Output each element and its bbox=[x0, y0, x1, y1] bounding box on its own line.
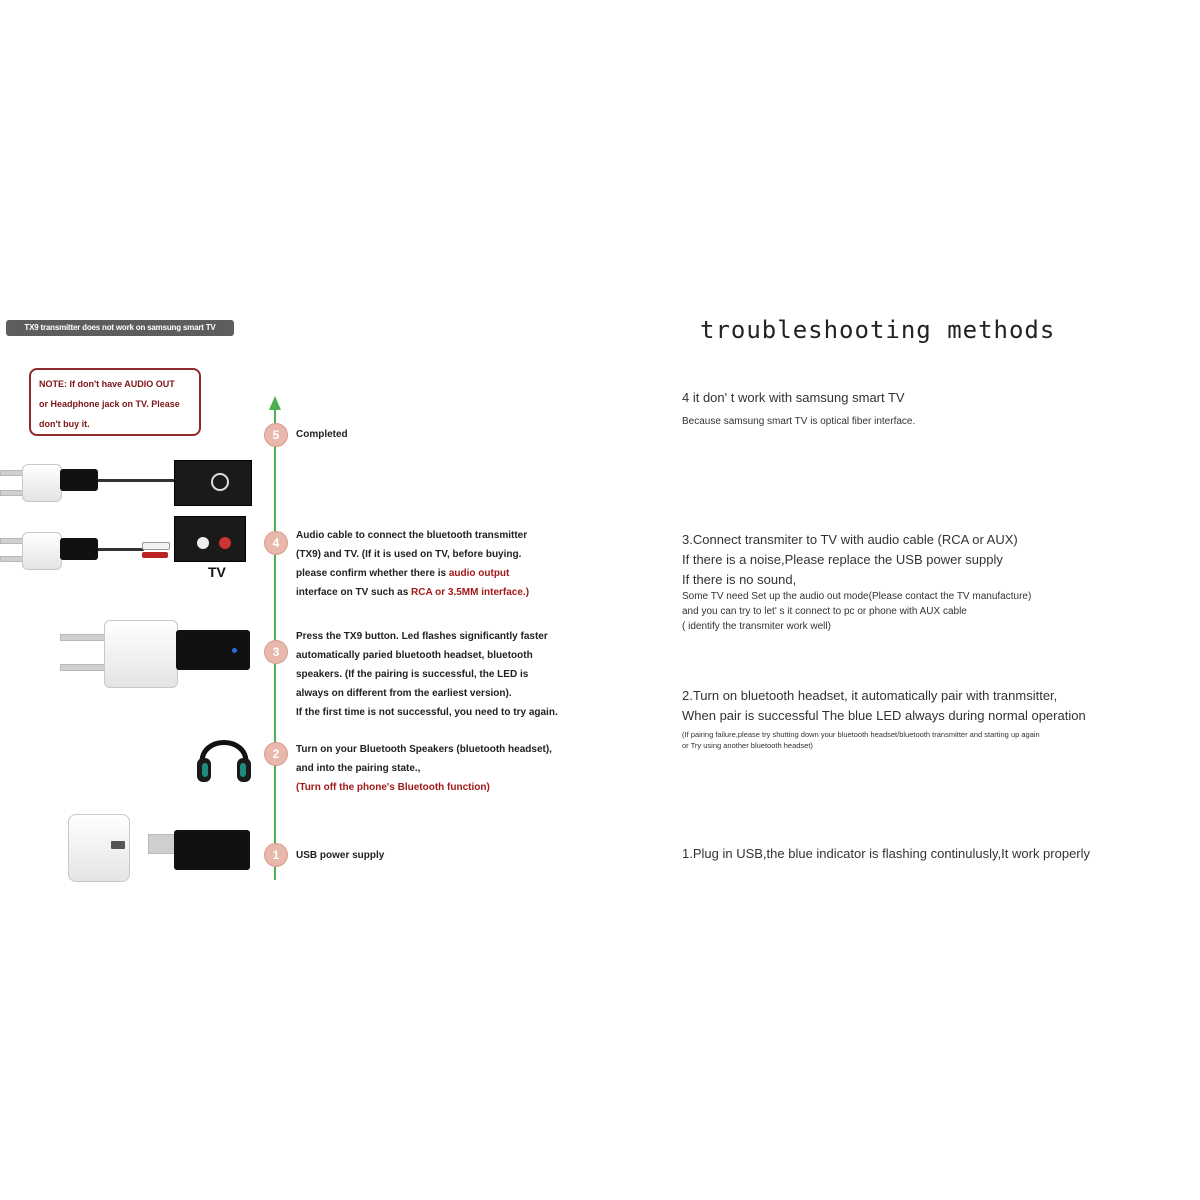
transmitter-dongle-icon bbox=[60, 469, 98, 491]
step-4-text bbox=[296, 526, 596, 602]
trouble-3-line-3: Some TV need Set up the audio out mode(Please contact the TV manufacture) bbox=[682, 591, 1032, 602]
audio-cable-icon bbox=[98, 548, 144, 551]
step-2-text bbox=[296, 740, 596, 797]
trouble-3-line-2: If there is no sound, bbox=[682, 572, 797, 587]
plug-prong-icon bbox=[60, 634, 108, 641]
transmitter-dongle-icon bbox=[60, 538, 98, 560]
step-2-line-2: and into the pairing state., bbox=[296, 763, 421, 774]
transmitter-dongle-icon bbox=[174, 830, 250, 870]
plug-prong-icon bbox=[0, 490, 24, 496]
step-1-line: USB power supply bbox=[296, 850, 385, 861]
step-5-illustration bbox=[0, 460, 255, 506]
usb-charger-icon bbox=[22, 464, 62, 502]
trouble-2-heading: 2.Turn on bluetooth headset, it automatically pair with tranmsitter, bbox=[682, 688, 1058, 703]
rca-jack-icon bbox=[197, 537, 209, 549]
headphones-icon bbox=[194, 726, 254, 786]
step-3-line-3: speakers. (If the pairing is successful, the LED is bbox=[296, 669, 529, 680]
trouble-4-line: Because samsung smart TV is optical fiber interface. bbox=[682, 416, 916, 427]
step-4-line-3 bbox=[296, 564, 596, 583]
usb-port-icon bbox=[111, 841, 125, 849]
audio-jack-icon bbox=[211, 473, 229, 491]
trouble-4-heading: 4 it don' t work with samsung smart TV bbox=[682, 390, 905, 405]
step-4-line-3-red: audio output bbox=[448, 568, 510, 579]
transmitter-dongle-icon bbox=[176, 630, 250, 670]
step-5-badge: 5 bbox=[264, 423, 288, 447]
plug-prong-icon bbox=[0, 538, 24, 544]
step-1-text bbox=[296, 846, 596, 865]
trouble-2-line-2: (If pairing failure,please try shutting down your bluetooth headset/bluetooth transmitter and starting up again bbox=[682, 730, 1040, 739]
step-4-line-1: Audio cable to connect the bluetooth transmitter bbox=[296, 530, 528, 541]
step-4-badge: 4 bbox=[264, 531, 288, 555]
usb-cube-charger-icon bbox=[68, 814, 130, 882]
tv-rca-panel-icon bbox=[174, 516, 246, 562]
step-2-badge: 2 bbox=[264, 742, 288, 766]
plug-prong-icon bbox=[0, 556, 24, 562]
rca-jack-icon bbox=[219, 537, 231, 549]
step-2-line-1: Turn on your Bluetooth Speakers (bluetooth headset), bbox=[296, 744, 552, 755]
timeline-arrow-icon bbox=[269, 396, 281, 410]
step-3-badge: 3 bbox=[264, 640, 288, 664]
usb-charger-icon bbox=[104, 620, 178, 688]
step-1-illustration bbox=[62, 812, 254, 882]
note-box bbox=[29, 368, 201, 436]
usb-plug-icon bbox=[148, 834, 176, 854]
step-4-illustration bbox=[0, 516, 255, 586]
tv-panel-icon bbox=[174, 460, 252, 506]
trouble-1-heading: 1.Plug in USB,the blue indicator is flashing continulusly,It work properly bbox=[682, 846, 1091, 861]
tv-label: TV bbox=[208, 564, 226, 580]
warning-banner: TX9 transmitter does not work on samsung smart TV bbox=[6, 320, 234, 336]
blue-led-icon bbox=[232, 648, 237, 653]
audio-cable-icon bbox=[98, 479, 174, 482]
step-3-line-5: If the first time is not successful, you need to try again. bbox=[296, 707, 558, 718]
step-5-line: Completed bbox=[296, 429, 348, 440]
step-3-line-1: Press the TX9 button. Led flashes significantly faster bbox=[296, 631, 548, 642]
step-3-line-2: automatically paried bluetooth headset, bluetooth bbox=[296, 650, 533, 661]
trouble-3-line-4: and you can try to let' s it connect to pc or phone with AUX cable bbox=[682, 606, 967, 617]
step-4-line-4 bbox=[296, 583, 596, 602]
step-4-line-2: (TX9) and TV. (If it is used on TV, before buying. bbox=[296, 549, 522, 560]
step-4-line-4-text: interface on TV such as bbox=[296, 587, 412, 598]
plug-prong-icon bbox=[60, 664, 108, 671]
note-line-2: or Headphone jack on TV. Please bbox=[39, 399, 180, 409]
step-3-line-4: always on different from the earliest version). bbox=[296, 688, 512, 699]
step-5-text bbox=[296, 425, 596, 444]
step-2-red-line: (Turn off the phone's Bluetooth function) bbox=[296, 782, 490, 793]
step-3-text bbox=[296, 627, 596, 722]
trouble-3-line-5: ( identify the transmiter work well) bbox=[682, 621, 831, 632]
step-1-badge: 1 bbox=[264, 843, 288, 867]
rca-white-plug-icon bbox=[142, 542, 170, 550]
note-line-1: NOTE: If don't have AUDIO OUT bbox=[39, 379, 175, 389]
trouble-2-line-1: When pair is successful The blue LED always during normal operation bbox=[682, 708, 1086, 723]
plug-prong-icon bbox=[0, 470, 24, 476]
rca-red-plug-icon bbox=[142, 552, 168, 558]
trouble-2-line-3: or Try using another bluetooth headset) bbox=[682, 741, 813, 750]
usb-charger-icon bbox=[22, 532, 62, 570]
step-3-illustration bbox=[60, 620, 255, 690]
trouble-3-line-1: If there is a noise,Please replace the USB power supply bbox=[682, 552, 1003, 567]
trouble-3-heading: 3.Connect transmiter to TV with audio cable (RCA or AUX) bbox=[682, 532, 1018, 547]
note-line-3: don't buy it. bbox=[39, 419, 90, 429]
step-4-line-3-text: please confirm whether there is bbox=[296, 568, 449, 579]
page-title: troubleshooting methods bbox=[700, 316, 1056, 344]
step-4-line-4-red: RCA or 3.5MM interface.) bbox=[411, 587, 530, 598]
